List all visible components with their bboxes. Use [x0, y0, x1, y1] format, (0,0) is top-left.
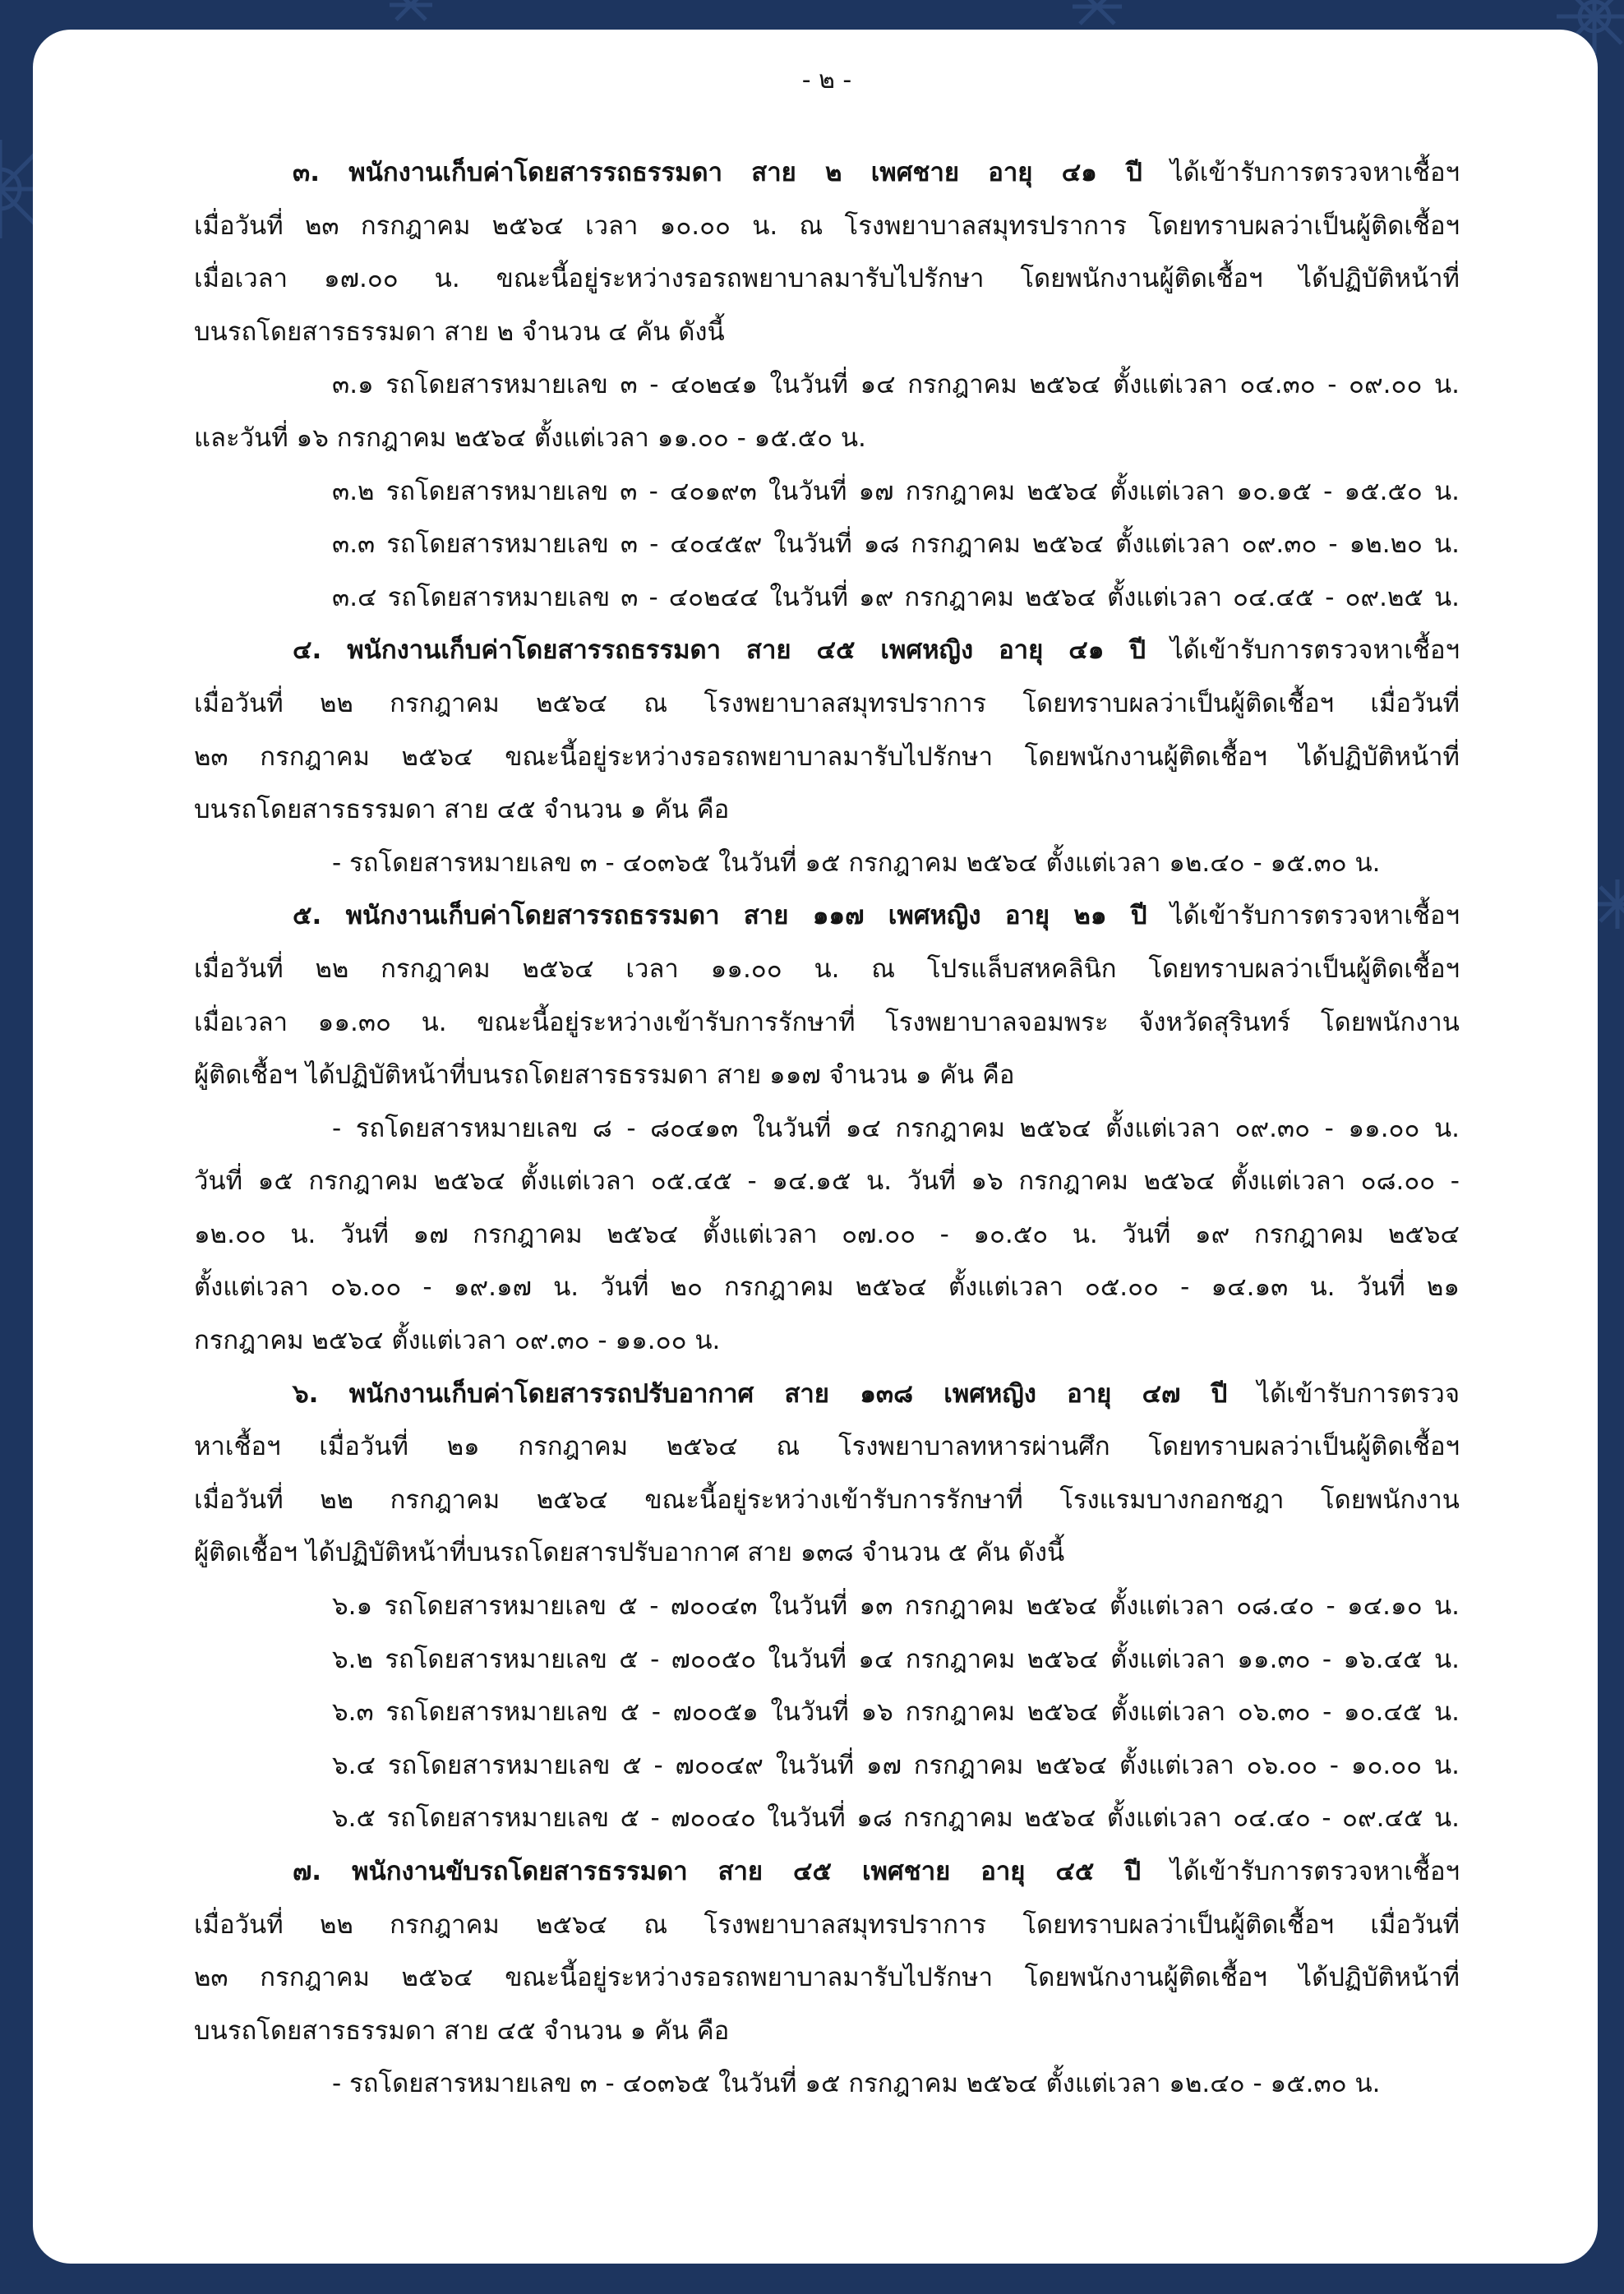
subitem-line: ๖.๑ รถโดยสารหมายเลข ๕ - ๗๐๐๔๓ ในวันที่ ๑๓ กรกฎาคม ๒๕๖๔ ตั้งแต่เวลา ๐๘.๔๐ - ๑๔.๑๐ น.	[332, 1591, 1460, 1622]
paragraph-line: และวันที่ ๑๖ กรกฎาคม ๒๕๖๔ ตั้งแต่เวลา ๑๑.๐๐ - ๑๕.๕๐ น.	[194, 422, 866, 453]
heading-rest-text: ได้เข้ารับการตรวจหาเชื้อฯ	[1146, 635, 1460, 666]
heading-rest-text: ได้เข้ารับการตรวจหาเชื้อฯ	[1142, 158, 1460, 187]
subitem-line: - รถโดยสารหมายเลข ๘ - ๘๐๔๑๓ ในวันที่ ๑๔ กรกฎาคม ๒๕๖๔ ตั้งแต่เวลา ๐๙.๓๐ - ๑๑.๐๐ น.	[332, 1113, 1460, 1143]
paragraph-line: ผู้ติดเชื้อฯ ได้ปฏิบัติหน้าที่บนรถโดยสารปรับอากาศ สาย ๑๓๘ จำนวน ๕ คัน ดังนี้	[194, 1538, 1065, 1568]
heading-bold-text: ๗. พนักงานขับรถโดยสารธรรมดา สาย ๔๕ เพศชาย อายุ ๔๕ ปี	[293, 1857, 1142, 1886]
subitem-line: ๖.๕ รถโดยสารหมายเลข ๕ - ๗๐๐๔๐ ในวันที่ ๑๘ กรกฎาคม ๒๕๖๔ ตั้งแต่เวลา ๐๔.๔๐ - ๐๙.๔๕ น.	[332, 1803, 1460, 1834]
paragraph-line: บนรถโดยสารธรรมดา สาย ๔๕ จำนวน ๑ คัน คือ	[194, 2015, 730, 2046]
paragraph-line: ๒๓ กรกฎาคม ๒๕๖๔ ขณะนี้อยู่ระหว่างรอรถพยาบาลมารับไปรักษา โดยพนักงานผู้ติดเชื้อฯ ได้ปฏิบัติหน้าที่	[194, 741, 1460, 772]
heading-item-7	[194, 1845, 1460, 1899]
heading-bold-text: ๕. พนักงานเก็บค่าโดยสารรถธรรมดา สาย ๑๑๗ เพศหญิง อายุ ๒๑ ปี	[293, 901, 1147, 931]
heading-bold-text: ๔. พนักงานเก็บค่าโดยสารรถธรรมดา สาย ๔๕ เพศหญิง อายุ ๔๑ ปี	[293, 635, 1146, 666]
heading-bold-text: ๖. พนักงานเก็บค่าโดยสารรถปรับอากาศ สาย ๑๓๘ เพศหญิง อายุ ๔๗ ปี	[293, 1378, 1228, 1409]
paragraph-line: หาเชื้อฯ เมื่อวันที่ ๒๑ กรกฎาคม ๒๕๖๔ ณ โรงพยาบาลทหารผ่านศึก โดยทราบผลว่าเป็นผู้ติดเชื้อฯ	[194, 1432, 1460, 1462]
page-number: - ๒ -	[801, 66, 852, 95]
subitem-line: ๓.๔ รถโดยสารหมายเลข ๓ - ๔๐๒๔๔ ในวันที่ ๑๙ กรกฎาคม ๒๕๖๔ ตั้งแต่เวลา ๐๔.๔๕ - ๐๙.๒๕ น.	[332, 582, 1460, 612]
heading-item-6	[194, 1368, 1460, 1421]
paragraph-line: เมื่อวันที่ ๒๓ กรกฎาคม ๒๕๖๔ เวลา ๑๐.๐๐ น. ณ โรงพยาบาลสมุทรปราการ โดยทราบผลว่าเป็นผู้ติดเชื้อฯ	[194, 210, 1460, 241]
paragraph-line: เมื่อวันที่ ๒๒ กรกฎาคม ๒๕๖๔ ณ โรงพยาบาลสมุทรปราการ โดยทราบผลว่าเป็นผู้ติดเชื้อฯ เมื่อวันที่	[194, 688, 1460, 718]
paragraph-line: ผู้ติดเชื้อฯ ได้ปฏิบัติหน้าที่บนรถโดยสารธรรมดา สาย ๑๑๗ จำนวน ๑ คัน คือ	[194, 1060, 1015, 1091]
document-page	[33, 30, 1598, 2264]
subitem-line: ๓.๑ รถโดยสารหมายเลข ๓ - ๔๐๒๔๑ ในวันที่ ๑๔ กรกฎาคม ๒๕๖๔ ตั้งแต่เวลา ๐๔.๓๐ - ๐๙.๐๐ น.	[332, 370, 1460, 400]
heading-item-4	[194, 624, 1460, 677]
document-body	[194, 62, 1460, 2111]
paragraph-line: ๑๒.๐๐ น. วันที่ ๑๗ กรกฎาคม ๒๕๖๔ ตั้งแต่เวลา ๐๗.๐๐ - ๑๐.๕๐ น. วันที่ ๑๙ กรกฎาคม ๒๕๖๔	[194, 1219, 1460, 1249]
paragraph-line: เมื่อวันที่ ๒๒ กรกฎาคม ๒๕๖๔ เวลา ๑๑.๐๐ น. ณ โปรแล็บสหคลินิก โดยทราบผลว่าเป็นผู้ติดเชื้อฯ	[194, 953, 1460, 984]
paragraph-line: วันที่ ๑๕ กรกฎาคม ๒๕๖๔ ตั้งแต่เวลา ๐๕.๔๕ - ๑๔.๑๕ น. วันที่ ๑๖ กรกฎาคม ๒๕๖๔ ตั้งแต่เวลา ๐๘.๐๐ -	[194, 1166, 1460, 1197]
subitem-line: - รถโดยสารหมายเลข ๓ - ๔๐๓๖๕ ในวันที่ ๑๕ กรกฎาคม ๒๕๖๔ ตั้งแต่เวลา ๑๒.๔๐ - ๑๕.๓๐ น.	[332, 2069, 1381, 2099]
heading-rest-text: ได้เข้ารับการตรวจหาเชื้อฯ	[1141, 1857, 1460, 1886]
subitem-line: - รถโดยสารหมายเลข ๓ - ๔๐๓๖๕ ในวันที่ ๑๕ กรกฎาคม ๒๕๖๔ ตั้งแต่เวลา ๑๒.๔๐ - ๑๕.๓๐ น.	[332, 847, 1381, 878]
paragraph-line: บนรถโดยสารธรรมดา สาย ๒ จำนวน ๔ คัน ดังนี้	[194, 316, 725, 347]
subitem-line: ๓.๓ รถโดยสารหมายเลข ๓ - ๔๐๔๕๙ ในวันที่ ๑๘ กรกฎาคม ๒๕๖๔ ตั้งแต่เวลา ๐๙.๓๐ - ๑๒.๒๐ น.	[332, 529, 1460, 560]
subitem-line: ๓.๒ รถโดยสารหมายเลข ๓ - ๔๐๑๙๓ ในวันที่ ๑๗ กรกฎาคม ๒๕๖๔ ตั้งแต่เวลา ๑๐.๑๕ - ๑๕.๕๐ น.	[332, 476, 1460, 506]
subitem-line: ๖.๔ รถโดยสารหมายเลข ๕ - ๗๐๐๔๙ ในวันที่ ๑๗ กรกฎาคม ๒๕๖๔ ตั้งแต่เวลา ๐๖.๐๐ - ๑๐.๐๐ น.	[332, 1750, 1460, 1780]
heading-rest-text: ได้เข้ารับการตรวจ	[1227, 1378, 1460, 1409]
subitem-line: ๖.๒ รถโดยสารหมายเลข ๕ - ๗๐๐๕๐ ในวันที่ ๑๔ กรกฎาคม ๒๕๖๔ ตั้งแต่เวลา ๑๑.๓๐ - ๑๖.๔๕ น.	[332, 1644, 1460, 1674]
paragraph-line: ๒๓ กรกฎาคม ๒๕๖๔ ขณะนี้อยู่ระหว่างรอรถพยาบาลมารับไปรักษา โดยพนักงานผู้ติดเชื้อฯ ได้ปฏิบัติหน้าที่	[194, 1963, 1460, 1993]
heading-bold-text: ๓. พนักงานเก็บค่าโดยสารรถธรรมดา สาย ๒ เพศชาย อายุ ๔๑ ปี	[293, 158, 1142, 187]
heading-item-3	[194, 146, 1460, 200]
subitem-line: ๖.๓ รถโดยสารหมายเลข ๕ - ๗๐๐๕๑ ในวันที่ ๑๖ กรกฎาคม ๒๕๖๔ ตั้งแต่เวลา ๐๖.๓๐ - ๑๐.๔๕ น.	[332, 1697, 1460, 1728]
paragraph-line: ตั้งแต่เวลา ๐๖.๐๐ - ๑๙.๑๗ น. วันที่ ๒๐ กรกฎาคม ๒๕๖๔ ตั้งแต่เวลา ๐๕.๐๐ - ๑๔.๑๓ น. วันที่ ๒๑	[194, 1272, 1460, 1303]
paragraph-line: บนรถโดยสารธรรมดา สาย ๔๕ จำนวน ๑ คัน คือ	[194, 795, 730, 825]
paragraph-line: กรกฎาคม ๒๕๖๔ ตั้งแต่เวลา ๐๙.๓๐ - ๑๑.๐๐ น.	[194, 1326, 721, 1356]
heading-rest-text: ได้เข้ารับการตรวจหาเชื้อฯ	[1146, 901, 1460, 931]
paragraph-line: เมื่อวันที่ ๒๒ กรกฎาคม ๒๕๖๔ ขณะนี้อยู่ระหว่างเข้ารับการรักษาที่ โรงแรมบางกอกชฎา โดยพนักงาน	[194, 1484, 1460, 1515]
paragraph-line: เมื่อเวลา ๑๑.๓๐ น. ขณะนี้อยู่ระหว่างเข้ารับการรักษาที่ โรงพยาบาลจอมพระ จังหวัดสุรินทร์ โดยพนักงาน	[194, 1007, 1460, 1037]
heading-item-5	[194, 889, 1460, 943]
paragraph-line: เมื่อวันที่ ๒๒ กรกฎาคม ๒๕๖๔ ณ โรงพยาบาลสมุทรปราการ โดยทราบผลว่าเป็นผู้ติดเชื้อฯ เมื่อวันที่	[194, 1909, 1460, 1940]
paragraph-line: เมื่อเวลา ๑๗.๐๐ น. ขณะนี้อยู่ระหว่างรอรถพยาบาลมารับไปรักษา โดยพนักงานผู้ติดเชื้อฯ ได้ปฏิบัติหน้าที่	[194, 264, 1460, 294]
